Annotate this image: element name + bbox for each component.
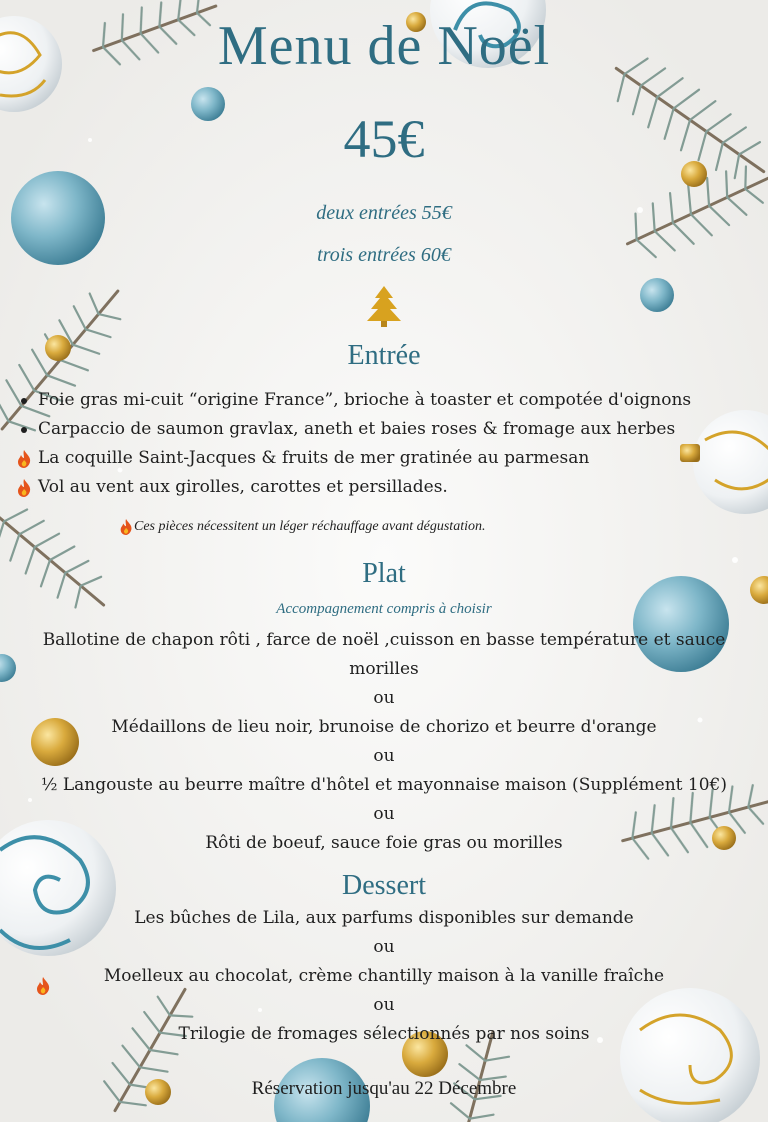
flame-icon (118, 518, 134, 536)
menu-price: 45€ (343, 109, 425, 169)
or-separator: ou (373, 688, 395, 708)
list-item (14, 386, 768, 415)
plat-line-1a: Ballotine de chapon rôti , farce de noël ,cuisson en basse température et sauce (42, 630, 726, 650)
or-separator: ou (373, 746, 395, 766)
dessert-line-1: Les bûches de Lila, aux parfums disponibles sur demande (134, 908, 634, 928)
bullet (14, 386, 34, 415)
plat-heading: Plat (362, 558, 406, 589)
list-item (14, 415, 768, 444)
plat-line-1b: morilles (349, 659, 419, 679)
dessert-heading: Dessert (342, 870, 426, 901)
option-two-starters: deux entrées 55€ (316, 202, 452, 224)
entree-item-text: La coquille Saint-Jacques & fruits de mer gratinée au parmesan (38, 448, 590, 468)
entree-item-text: Carpaccio de saumon gravlax, aneth et baies roses & fromage aux herbes (38, 419, 676, 439)
reheating-note (118, 518, 485, 536)
or-separator: ou (373, 937, 395, 957)
or-separator: ou (373, 804, 395, 824)
or-separator: ou (373, 995, 395, 1015)
reheating-note-text: Ces pièces nécessitent un léger réchauffage avant dégustation. (134, 519, 486, 535)
entree-item-text: Vol au vent aux girolles, carottes et persillades. (38, 477, 448, 497)
list-item (14, 444, 768, 473)
reservation-deadline: Réservation jusqu'au 22 Décembre (251, 1078, 517, 1099)
plat-line-2: Médaillons de lieu noir, brunoise de chorizo et beurre d'orange (111, 717, 657, 737)
flame-icon (34, 976, 52, 996)
entree-list (14, 386, 768, 502)
flame-icon (14, 444, 34, 473)
entree-heading: Entrée (347, 340, 421, 371)
dessert-line-2: Moelleux au chocolat, crème chantilly maison à la vanille fraîche (103, 966, 665, 986)
flame-icon (14, 473, 34, 502)
bullet (14, 415, 34, 444)
plat-line-3: ½ Langouste au beurre maître d'hôtel et mayonnaise maison (Supplément 10€) (40, 775, 727, 795)
option-three-starters: trois entrées 60€ (317, 244, 451, 266)
list-item (14, 473, 768, 502)
menu-title: Menu de Noël (217, 15, 551, 77)
dessert-line-3: Trilogie de fromages sélectionnés par nos soins (178, 1024, 590, 1044)
christmas-tree-icon (361, 284, 407, 328)
entree-item-text: Foie gras mi-cuit “origine France”, brioche à toaster et compotée d'oignons (38, 390, 692, 410)
plat-line-4: Rôti de boeuf, sauce foie gras ou morilles (205, 833, 563, 853)
plat-subheading: Accompagnement compris à choisir (276, 601, 492, 617)
